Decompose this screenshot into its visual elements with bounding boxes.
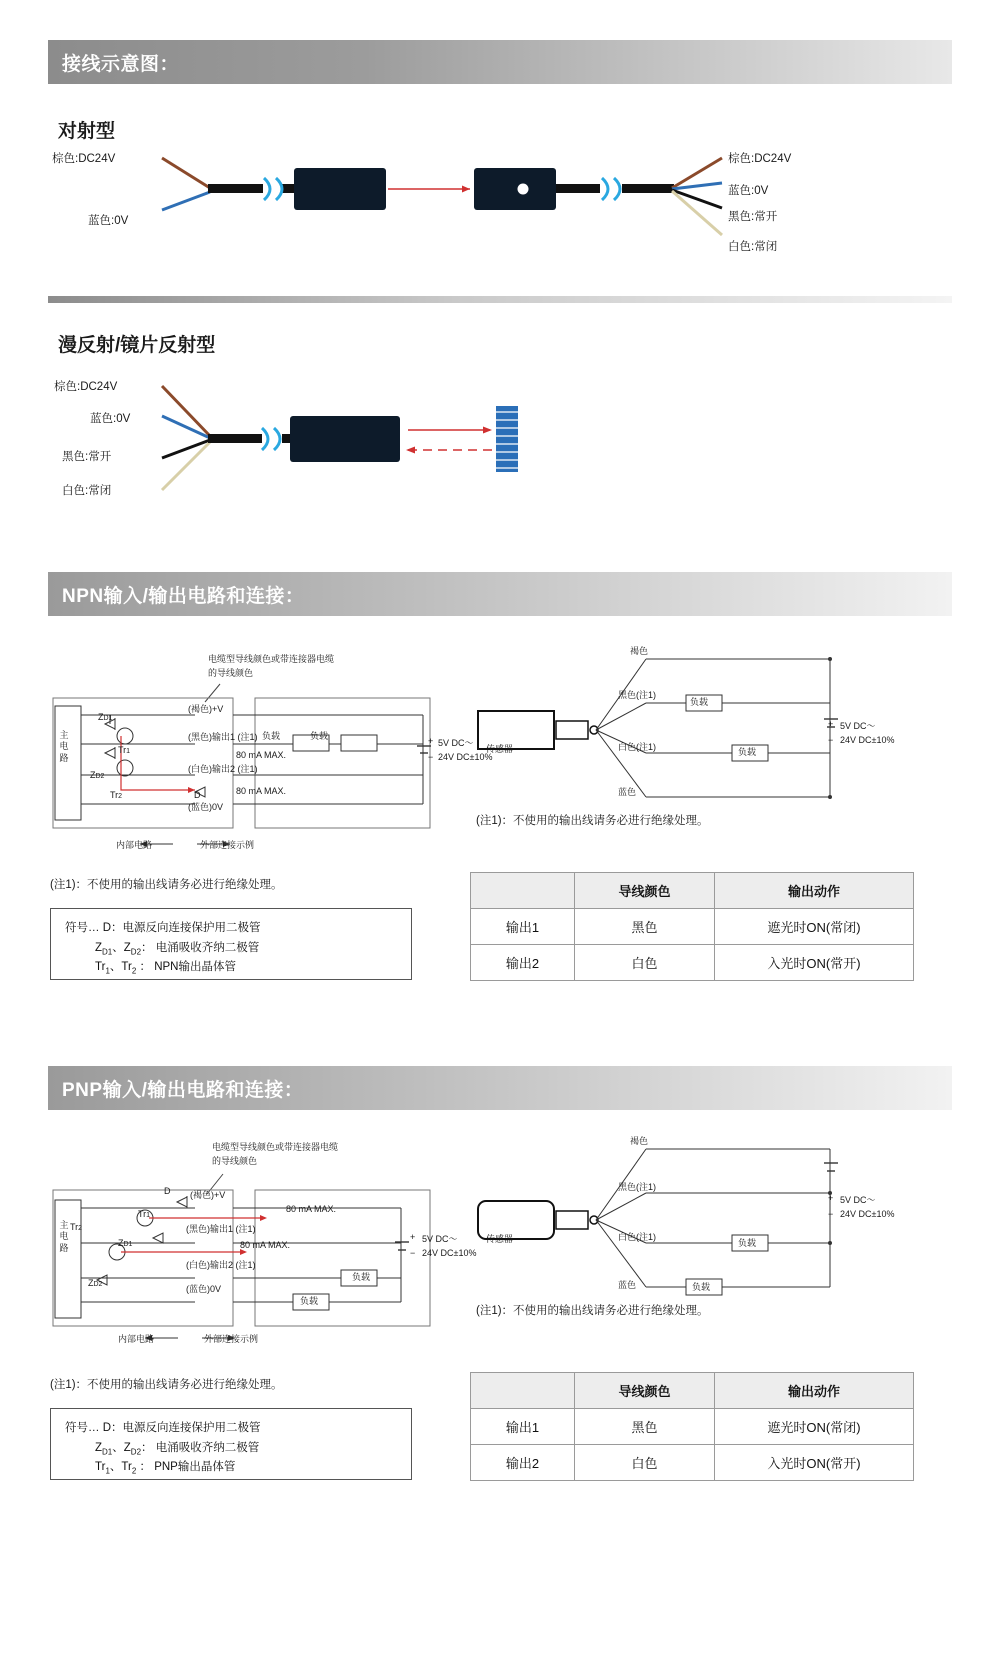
pnp-legend-line3: $Tr_1$、$Tr_2$ ： PNP输出晶体管 [95,1461,236,1476]
npn-th-1: 导线颜色 [575,873,715,909]
npn-conn-label-black: 黑色(注1) [618,690,656,700]
label-left-brown-tb: 棕色:DC24V [52,153,116,165]
npn-supply-minus: − [428,752,434,762]
npn-conn-load-2: 负载 [738,747,757,757]
npn-pin-0v: (蓝色)0V [188,802,224,812]
npn-tr1-label: Tr1 [118,745,131,755]
pnp-pin-out1: (黑色)输出1 (注1) [186,1224,256,1234]
pnp-top-note-2: 的导线颜色 [212,1156,258,1166]
npn-r1c1: 白色 [575,945,715,981]
pnp-inner-label: 内部电路 [118,1334,155,1344]
section-header-pnp [48,1066,952,1110]
pnp-supply-plus: + [410,1232,416,1242]
label-right-white-tb: 白色:常闭 [728,241,778,253]
pnp-th-2: 输出动作 [715,1373,914,1409]
npn-conn-supply-minus: − [828,735,834,745]
pnp-load-2: 负载 [300,1296,319,1306]
diffuse-diagram [50,368,950,508]
pnp-r1c1: 白色 [575,1445,715,1481]
section-title-pnp: PNP输入/输出电路和连接： [62,1079,304,1101]
pnp-supply-2: 24V DC±10% [422,1248,477,1258]
pnp-r1c0: 输出2 [471,1445,575,1481]
cable-break-icon-5 [262,428,268,450]
label-diffuse-brown: 棕色:DC24V [54,381,118,393]
npn-table-header-row [471,873,914,909]
label-diffuse-blue: 蓝色:0V [90,413,131,425]
label-right-black-tb: 黑色:常开 [728,211,778,223]
wiring-divider [48,296,952,303]
npn-load-1: 负载 [262,731,281,741]
cable-break-icon-1 [264,178,270,200]
npn-r0c1: 黑色 [575,909,715,945]
npn-r1c0: 输出2 [471,945,575,981]
npn-r0c0: 输出1 [471,909,575,945]
table-row [471,909,914,945]
npn-conn-label-white: 白色(注1) [618,742,656,752]
npn-conn-supply-1: 5V DC～ [840,721,876,731]
pnp-pin-plus-v: (褐色)+V [190,1190,226,1200]
pnp-zd2-label: ZD2 [88,1278,103,1288]
subtitle-through-beam: 对射型 [58,121,116,142]
through-beam-diagram [50,140,950,280]
pnp-max-1: 80 mA MAX. [286,1204,337,1214]
npn-output-table [470,872,914,981]
label-right-brown-tb: 棕色:DC24V [728,153,792,165]
pnp-main-circuit-label: 主 电 路 [59,1220,69,1253]
pnp-pin-0v: (蓝色)0V [186,1284,222,1294]
npn-legend-box [50,908,412,980]
label-right-blue-tb: 蓝色:0V [728,185,769,197]
label-diffuse-white: 白色:常闭 [62,485,112,497]
npn-supply-1: 5V DC～ [438,738,474,748]
npn-pin-out2: (白色)输出2 (注1) [188,764,258,774]
cable-break-icon-6 [274,428,280,450]
receiver-lens-icon [518,184,529,195]
wire-brown-left [162,158,210,188]
pnp-conn-label-black: 黑色(注1) [618,1182,656,1192]
npn-zd1-label: ZD1 [98,712,113,722]
npn-conn-supply-2: 24V DC±10% [840,735,895,745]
npn-note: (注1)：不使用的输出线请务必进行绝缘处理。 [50,879,283,891]
section-header-npn [48,572,952,616]
wire-blue-left [162,192,210,210]
pnp-tr2-label: Tr2 [70,1222,83,1232]
pnp-connection-svg [470,1125,910,1315]
npn-legend-line2: $Z_{D1}$、$Z_{D2}$： 电涌吸收齐纳二极管 [95,941,260,956]
pnp-legend-line2: $Z_{D1}$、$Z_{D2}$： 电涌吸收齐纳二极管 [95,1441,260,1456]
npn-top-note-1: 电缆型导线颜色或带连接器电缆 [208,654,335,664]
pnp-table-header-row [471,1373,914,1409]
cable-break-icon-2 [276,178,282,200]
pnp-th-1: 导线颜色 [575,1373,715,1409]
npn-legend-line1 [65,919,397,939]
pnp-zd1-label: ZD1 [118,1238,133,1248]
npn-legend-line3: $Tr_1$、$Tr_2$ ： NPN输出晶体管 [95,961,236,976]
pnp-note: (注1)：不使用的输出线请务必进行绝缘处理。 [50,1379,283,1391]
pnp-conn-supply-minus: − [828,1209,834,1219]
npn-top-note-2: 的导线颜色 [208,668,254,678]
npn-conn-label-blue: 蓝色 [618,787,637,797]
pnp-tr1-label: Tr1 [138,1209,151,1219]
cable-right-a [556,184,600,193]
section-title-wiring: 接线示意图： [62,53,180,75]
npn-zd2-label: ZD2 [90,770,105,780]
emitter-body [294,168,386,210]
pnp-conn-load-2: 负载 [692,1282,711,1292]
pnp-top-note-1: 电缆型导线颜色或带连接器电缆 [212,1142,339,1152]
npn-main-circuit-label: 主 电 路 [59,730,69,763]
npn-th-2: 输出动作 [715,873,914,909]
npn-supply-2: 24V DC±10% [438,752,493,762]
npn-legend-prefix: 符号… [65,922,100,934]
npn-pin-plus-v: (褐色)+V [188,704,224,714]
npn-connection-note: (注1)：不使用的输出线请务必进行绝缘处理。 [476,815,709,827]
pnp-output-table [470,1372,914,1481]
cable-break-icon-4 [614,178,620,200]
cable-diffuse-a [208,434,262,443]
reflector-icon [496,406,518,472]
npn-r0c2: 遮光时ON(常闭) [715,909,914,945]
npn-r1c2: 入光时ON(常开) [715,945,914,981]
pnp-supply-1: 5V DC～ [422,1234,458,1244]
pnp-legend-zd: 电涌吸收齐纳二极管 [155,1441,260,1454]
pnp-th-0 [471,1373,575,1409]
npn-max-2: 80 mA MAX. [236,786,287,796]
pnp-d-label: D [164,1186,171,1196]
pnp-conn-label-brown: 褐色 [630,1136,649,1146]
npn-legend-zd: 电涌吸收齐纳二极管 [155,941,260,954]
npn-d-label: D [194,790,201,800]
npn-max-1: 80 mA MAX. [236,750,287,760]
pnp-connection-note: (注1)：不使用的输出线请务必进行绝缘处理。 [476,1305,709,1317]
npn-tr2-label: Tr2 [110,790,123,800]
section-header-wiring [48,40,952,84]
npn-th-0 [471,873,575,909]
npn-pin-out1: (黑色)输出1 (注1) [188,732,258,742]
label-left-blue-tb: 蓝色:0V [88,215,129,227]
pnp-conn-supply-2: 24V DC±10% [840,1209,895,1219]
table-row [471,1409,914,1445]
pnp-conn-sensor-label: 传感器 [486,1234,514,1244]
npn-conn-label-brown: 褐色 [630,646,649,656]
npn-conn-load-1: 负载 [690,697,709,707]
pnp-r0c0: 输出1 [471,1409,575,1445]
pnp-legend-tr: PNP输出晶体管 [154,1461,236,1474]
label-diffuse-black: 黑色:常开 [62,451,112,463]
beam-out-arrow [483,427,492,434]
pnp-legend-prefix: 符号… [65,1422,100,1434]
pnp-conn-supply-plus: + [828,1193,834,1203]
npn-outer-label: 外部连接示例 [200,840,255,850]
cable-left-a [208,184,263,193]
npn-inner-label: 内部电路 [116,840,153,850]
beam-return-arrow [406,447,415,454]
pnp-outer-label: 外部连接示例 [204,1334,259,1344]
pnp-max-2: 80 mA MAX. [240,1240,291,1250]
pnp-r1c2: 入光时ON(常开) [715,1445,914,1481]
pnp-conn-label-white: 白色(注1) [618,1232,656,1242]
pnp-supply-minus: − [410,1248,416,1258]
table-row [471,1445,914,1481]
npn-conn-sensor-label: 传感器 [486,744,514,754]
npn-legend-d: D：电源反向连接保护用二极管 [102,922,261,934]
npn-legend-tr: NPN输出晶体管 [154,961,236,974]
pnp-legend-box [50,1408,412,1480]
npn-conn-supply-plus: + [828,719,834,729]
subtitle-diffuse: 漫反射/镜片反射型 [58,335,216,356]
pnp-r0c1: 黑色 [575,1409,715,1445]
pnp-legend-line1 [65,1419,397,1439]
table-row [471,945,914,981]
pnp-pin-out2: (白色)输出2 (注1) [186,1260,256,1270]
pnp-conn-load-1: 负载 [738,1238,757,1248]
pnp-legend-d: D：电源反向连接保护用二极管 [102,1422,261,1434]
diffuse-sensor-body [290,416,400,462]
cable-break-icon-3 [602,178,608,200]
npn-supply-plus: + [428,736,434,746]
receiver-body [474,168,556,210]
pnp-conn-supply-1: 5V DC～ [840,1195,876,1205]
pnp-load-1: 负载 [352,1272,371,1282]
section-title-npn: NPN输入/输出电路和连接： [62,585,305,607]
pnp-conn-label-blue: 蓝色 [618,1280,637,1290]
beam-arrow [462,186,470,193]
npn-load-2: 负载 [310,731,329,741]
cable-right-b [622,184,674,193]
pnp-r0c2: 遮光时ON(常闭) [715,1409,914,1445]
